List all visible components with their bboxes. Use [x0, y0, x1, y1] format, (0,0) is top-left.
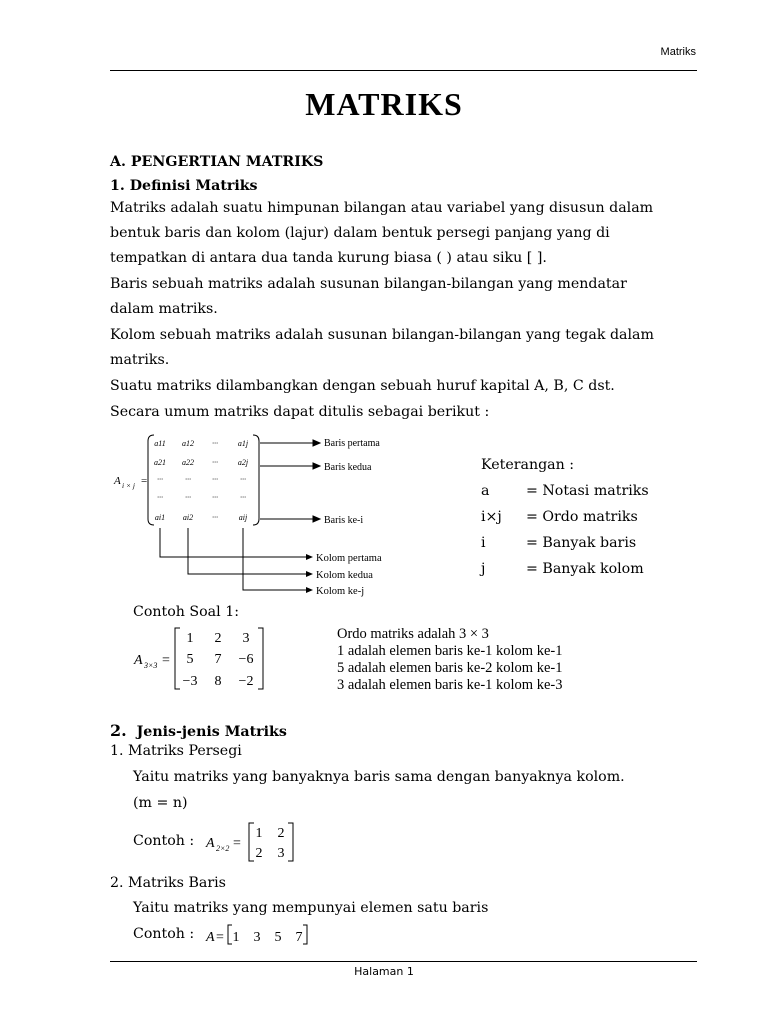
cell: ···	[212, 439, 218, 448]
cell: ···	[212, 458, 218, 467]
cell: 1	[232, 930, 240, 945]
matrix-lhs-sub: 3×3	[144, 661, 158, 670]
right-paren	[253, 435, 259, 525]
note-line: 5 adalah elemen baris ke-2 kolom ke-1	[337, 660, 563, 676]
note-line: Ordo matriks adalah 3 × 3	[337, 626, 489, 642]
cell: ···	[212, 493, 218, 502]
para-line: Matriks adalah suatu himpunan bilangan atau variabel yang disusun dalam	[110, 200, 654, 216]
example-matrix-3x3	[130, 624, 270, 694]
example-row-matrix	[204, 922, 314, 948]
cell: a22	[182, 458, 194, 467]
cell: 7	[214, 652, 222, 667]
cell: −6	[238, 652, 254, 667]
para-line: dalam matriks.	[110, 301, 218, 317]
left-bracket	[249, 823, 254, 861]
contoh-label: Contoh :	[133, 833, 195, 849]
matrix-lhs: A	[206, 836, 215, 851]
matrix-lhs: A	[134, 653, 143, 668]
legend-desc: = Banyak kolom	[526, 561, 644, 577]
col-label-second: Kolom kedua	[316, 570, 373, 581]
footer-rule	[110, 961, 697, 962]
subheading-definisi: 1. Definisi Matriks	[110, 178, 258, 194]
cell: ···	[240, 475, 246, 484]
legend-symbol: i×j	[481, 509, 502, 525]
para-line: Secara umum matriks dapat ditulis sebagai berikut :	[110, 404, 490, 420]
matrix-lhs: A	[114, 475, 121, 487]
svg-text:=: =	[233, 836, 241, 851]
para-line: bentuk baris dan kolom (lajur) dalam bentuk persegi panjang yang di	[110, 225, 610, 241]
row-label-first: Baris pertama	[324, 438, 380, 449]
running-header: Matriks	[660, 46, 696, 58]
cell: a12	[182, 439, 194, 448]
cell: 2	[255, 846, 263, 861]
left-paren	[148, 435, 154, 525]
jenis-desc: Yaitu matriks yang banyaknya baris sama dengan banyaknya kolom.	[133, 769, 625, 785]
para-line: Kolom sebuah matriks adalah susunan bilangan-bilangan yang tegak dalam	[110, 327, 654, 343]
section-heading-a: A. PENGERTIAN MATRIKS	[110, 154, 324, 170]
legend-symbol: a	[481, 483, 490, 499]
legend-desc: = Notasi matriks	[526, 483, 649, 499]
cell: 5	[186, 652, 194, 667]
para-line: Suatu matriks dilambangkan dengan sebuah huruf kapital A, B, C dst.	[110, 378, 615, 394]
col-label-j: Kolom ke-j	[316, 586, 365, 597]
example-notes	[337, 626, 562, 694]
cell: ···	[157, 493, 163, 502]
jenis-title: 2. Matriks Baris	[110, 875, 226, 891]
cell: 2	[277, 826, 285, 841]
contoh-soal-label: Contoh Soal 1:	[133, 604, 239, 620]
cell: ···	[212, 513, 218, 522]
row-label-i: Baris ke-i	[324, 515, 364, 526]
cell: a1j	[237, 439, 249, 448]
col-label-first: Kolom pertama	[316, 553, 382, 564]
cell: 7	[295, 930, 303, 945]
legend-desc: = Banyak baris	[526, 535, 637, 551]
cell: ···	[157, 475, 163, 484]
svg-text:=: =	[216, 930, 224, 945]
cell: 5	[274, 930, 282, 945]
cell: 3	[253, 930, 261, 945]
left-bracket	[175, 628, 180, 689]
page-number: Halaman 1	[354, 965, 414, 978]
cell: ···	[185, 493, 191, 502]
cell: ···	[240, 493, 246, 502]
header-rule	[110, 70, 697, 71]
cell: −2	[238, 674, 254, 689]
cell: 1	[186, 631, 194, 646]
left-bracket	[228, 925, 232, 944]
cell: ···	[212, 475, 218, 484]
cell: a21	[154, 458, 166, 467]
contoh-label: Contoh :	[133, 926, 195, 942]
cell: 1	[255, 826, 263, 841]
para-line: Baris sebuah matriks adalah susunan bilangan-bilangan yang mendatar	[110, 276, 627, 292]
para-line: matriks.	[110, 352, 170, 368]
keterangan-title: Keterangan :	[481, 457, 575, 473]
matrix-lhs-sub: 2×2	[216, 844, 230, 853]
para-line: tempatkan di antara dua tanda kurung biasa ( ) atau siku [ ].	[110, 250, 547, 266]
legend-desc: = Ordo matriks	[526, 509, 638, 525]
legend-symbol: j	[481, 561, 486, 577]
svg-text:=: =	[162, 653, 170, 668]
cell: 3	[242, 631, 250, 646]
cell: ai2	[182, 513, 194, 522]
svg-text:=: =	[141, 475, 148, 487]
cell: −3	[182, 674, 198, 689]
cell: a2j	[237, 458, 249, 467]
example-matrix-2x2	[204, 820, 296, 864]
cell: ai1	[154, 513, 166, 522]
cell: aij	[238, 513, 248, 522]
cell: a11	[154, 439, 166, 448]
matrix-lhs: A	[206, 930, 215, 945]
subheading-number: 2.	[110, 721, 127, 740]
note-line: 3 adalah elemen baris ke-1 kolom ke-3	[337, 677, 563, 693]
right-bracket	[258, 628, 263, 689]
cell: 3	[277, 846, 285, 861]
page-title: MATRIKS	[305, 86, 463, 122]
legend-symbol: i	[481, 535, 486, 551]
row-label-second: Baris kedua	[324, 462, 372, 473]
right-bracket	[303, 925, 307, 944]
cell: 8	[214, 674, 222, 689]
note-line: 1 adalah elemen baris ke-1 kolom ke-1	[337, 643, 563, 659]
general-matrix-diagram	[108, 428, 408, 600]
jenis-extra: (m = n)	[133, 795, 188, 811]
right-bracket	[288, 823, 293, 861]
cell: 2	[214, 631, 222, 646]
jenis-desc: Yaitu matriks yang mempunyai elemen satu baris	[133, 900, 489, 916]
subheading-label: Jenis-jenis Matriks	[136, 724, 287, 740]
jenis-title: 1. Matriks Persegi	[110, 743, 242, 759]
matrix-lhs-sub: i × j	[122, 481, 135, 490]
cell: ···	[185, 475, 191, 484]
